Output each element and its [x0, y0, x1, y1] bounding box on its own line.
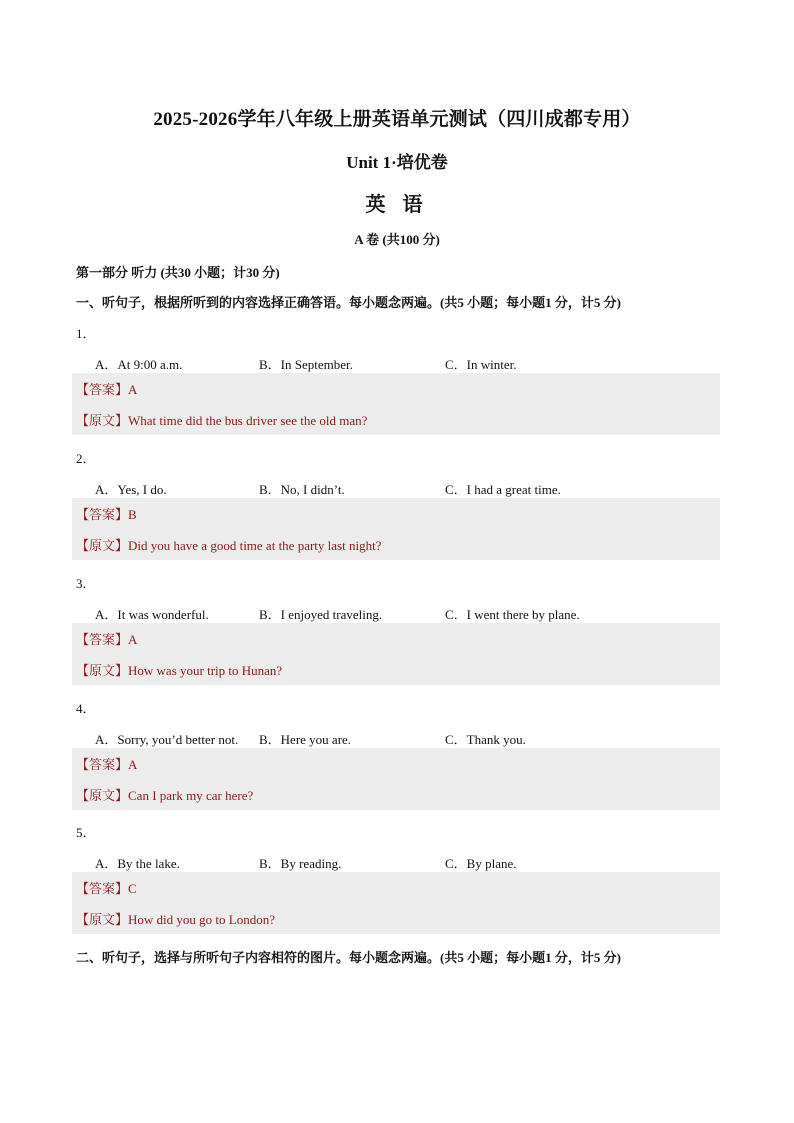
- option-b: B．No, I didn’t.: [259, 482, 345, 497]
- option-b: B．I enjoyed traveling.: [259, 607, 383, 622]
- answer-label: 【答案】: [76, 757, 129, 772]
- question-number: 2．: [76, 451, 96, 466]
- original-line: [76, 785, 253, 804]
- option-b: B．By reading.: [259, 856, 342, 871]
- original-text: Did you have a good time at the party last night?: [128, 538, 382, 553]
- original-label: 【原文】: [76, 788, 129, 803]
- answer-line: [76, 504, 137, 523]
- unit-title: Unit 1·培优卷: [346, 153, 448, 172]
- answer-line: [76, 878, 137, 897]
- question-number: 3．: [76, 576, 96, 591]
- answer-line: [76, 379, 137, 398]
- question-number: 1．: [76, 326, 96, 341]
- original-text: Can I park my car here?: [128, 788, 254, 803]
- original-label: 【原文】: [76, 538, 129, 553]
- section1-heading: 一、听句子，根据所听到的内容选择正确答语。每小题念两遍。(共5 小题；每小题1 分，计5 分): [76, 295, 621, 310]
- answer-value: A: [128, 632, 138, 647]
- section2-heading: 二、听句子，选择与所听句子内容相符的图片。每小题念两遍。(共5 小题；每小题1 分，计5 分): [76, 950, 621, 965]
- paper-title: A 卷 (共100 分): [354, 232, 440, 247]
- original-text: How was your trip to Hunan?: [128, 663, 283, 678]
- answer-label: 【答案】: [76, 507, 129, 522]
- option-b: B．Here you are.: [259, 732, 352, 747]
- option-c: C．In winter.: [445, 357, 517, 372]
- original-line: [76, 410, 367, 429]
- answer-line: [76, 754, 137, 773]
- question-number: 5．: [76, 825, 96, 840]
- original-label: 【原文】: [76, 413, 129, 428]
- option-a: A．It was wonderful.: [95, 607, 209, 622]
- answer-value: B: [128, 507, 137, 522]
- option-c: C．I went there by plane.: [445, 607, 580, 622]
- option-c: C．I had a great time.: [445, 482, 561, 497]
- original-label: 【原文】: [76, 663, 129, 678]
- original-line: [76, 535, 381, 554]
- option-a: A．Yes, I do.: [95, 482, 167, 497]
- answer-value: C: [128, 881, 137, 896]
- answer-label: 【答案】: [76, 382, 129, 397]
- option-c: C．Thank you.: [445, 732, 526, 747]
- original-text: What time did the bus driver see the old man?: [128, 413, 368, 428]
- answer-value: A: [128, 382, 138, 397]
- option-a: A．At 9:00 a.m.: [95, 357, 183, 372]
- question-number: 4．: [76, 701, 96, 716]
- part1-heading: 第一部分 听力 (共30 小题；计30 分): [76, 265, 280, 280]
- subject-title: 英 语: [365, 194, 429, 216]
- option-a: A．Sorry, you’d better not.: [95, 732, 239, 747]
- original-text: How did you go to London?: [128, 912, 275, 927]
- answer-value: A: [128, 757, 138, 772]
- option-b: B．In September.: [259, 357, 353, 372]
- original-line: [76, 660, 282, 679]
- exam-title: 2025-2026学年八年级上册英语单元测试（四川成都专用）: [153, 109, 641, 130]
- original-label: 【原文】: [76, 912, 129, 927]
- answer-label: 【答案】: [76, 632, 129, 647]
- option-a: A．By the lake.: [95, 856, 180, 871]
- original-line: [76, 909, 275, 928]
- answer-line: [76, 629, 137, 648]
- option-c: C．By plane.: [445, 856, 517, 871]
- answer-label: 【答案】: [76, 881, 129, 896]
